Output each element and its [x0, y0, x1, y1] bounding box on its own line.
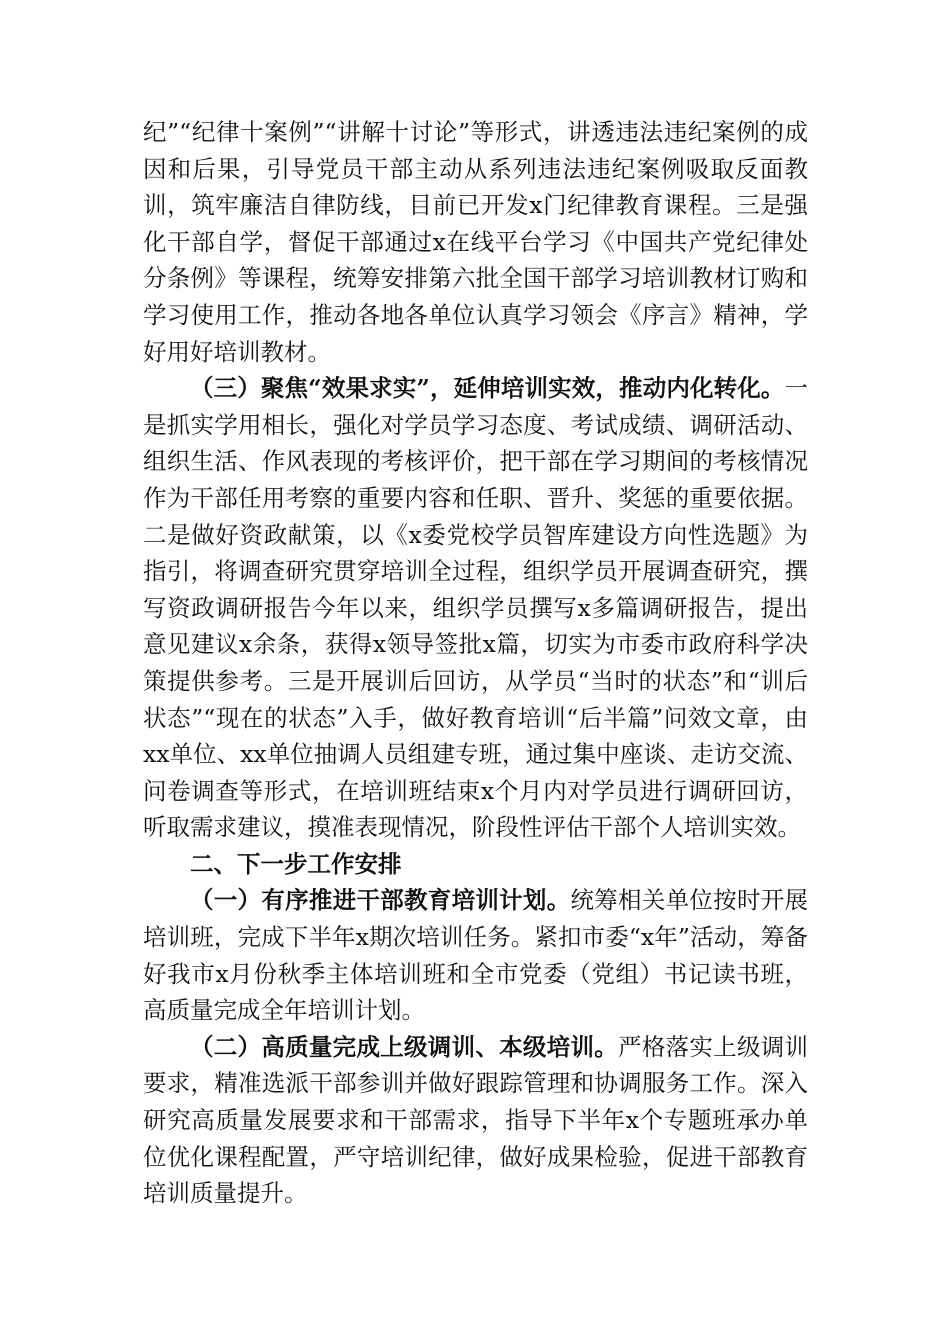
paragraph-discipline-education-continued	[143, 114, 808, 370]
paragraph-training-plan	[143, 882, 808, 1028]
paragraph-text: 一是抓实学用相长，强化对学员学习态度、考试成绩、调研活动、组织生活、作风表现的考核评价，把干部在学习期间的考核情况作为干部任用考察的重要内容和任职、晋升、奖惩的重要依据。二是做好资政献策，以《x委党校学员智库建设方向性选题》为指引，将调查研究贯穿培训全过程，组织学员开展调查研究，撰写资政调研报告今年以来，组织学员撰写x多篇调研报告，提出意见建议x余条，获得x领导签批x篇，切实为市委市政府科学决策提供参考。三是开展训后回访，从学员“当时的状态”和“训后状态”“现在的状态”入手，做好教育培训“后半篇”问效文章，由xx单位、xx单位抽调人员组建专班，通过集中座谈、走访交流、问卷调查等形式，在培训班结束x个月内对学员进行调研回访，听取需求建议，摸准表现情况，阶段性评估干部个人培训实效。	[143, 374, 808, 842]
document-body	[143, 114, 808, 1212]
paragraph-training-effectiveness	[143, 370, 808, 846]
paragraph-text: 统筹相关单位按时开展培训班，完成下半年x期次培训任务。紧扣市委“x年”活动，筹备好我市x月份秋季主体培训班和全市党委（党组）书记读书班，高质量完成全年培训计划。	[143, 886, 809, 1025]
paragraph-text: 纪”“纪律十案例”“讲解十讨论”等形式，讲透违法违纪案例的成因和后果，引导党员干部主动从系列违法违纪案例吸取反面教训，筑牢廉洁自律防线，目前已开发x门纪律教育课程。三是强化干部自学，督促干部通过x在线平台学习《中国共产党纪律处分条例》等课程，统筹安排第六批全国干部学习培训教材订购和学习使用工作，推动各地各单位认真学习领会《序言》精神，学好用好培训教材。	[143, 118, 808, 366]
paragraph-lead-heading: （二）高质量完成上级调训、本级培训。	[190, 1032, 619, 1061]
paragraph-lead-heading: （三）聚焦“效果求实”，延伸培训实效，推动内化转化。	[190, 374, 785, 403]
paragraph-lead-heading: （一）有序推进干部教育培训计划。	[190, 886, 571, 915]
section-heading-next-steps: 二、下一步工作安排	[190, 849, 402, 878]
paragraph-upper-level-training	[143, 1029, 808, 1212]
paragraph-text: 严格落实上级调训要求，精准选派干部参训并做好跟踪管理和协调服务工作。深入研究高质量发展要求和干部需求，指导下半年x个专题班承办单位优化课程配置，严守培训纪律，做好成果检验，促进干部教育培训质量提升。	[143, 1032, 809, 1208]
